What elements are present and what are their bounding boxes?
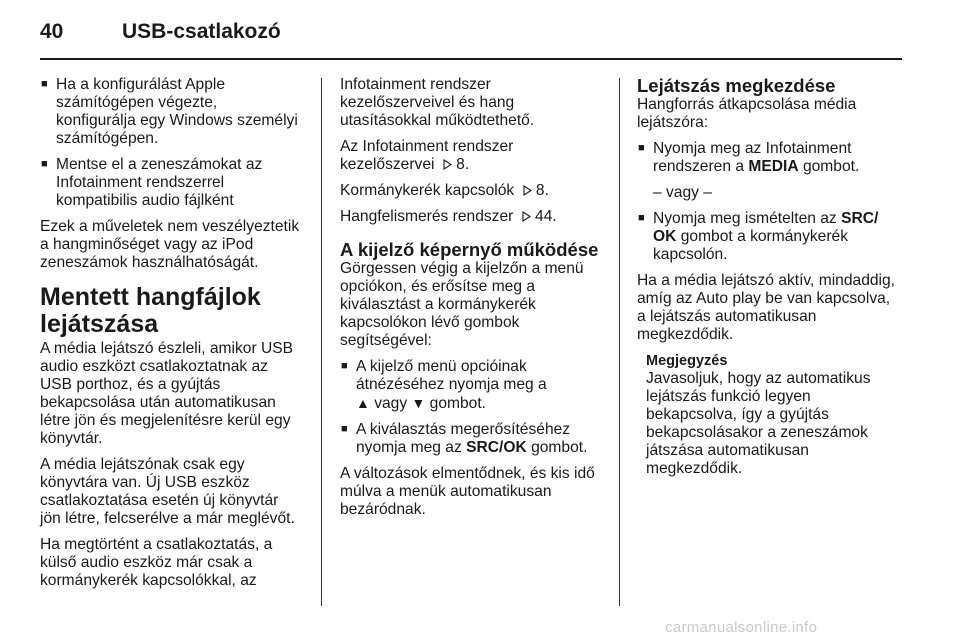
header-divider: [40, 58, 902, 60]
paragraph: Kormánykerék kapcsolók 8.: [340, 182, 549, 199]
page-reference[interactable]: 8.: [531, 182, 549, 199]
paragraph: Hangforrás átkapcsolása média lejátszóra:: [637, 96, 857, 131]
column-1: [40, 76, 308, 598]
paragraph: Ha a média lejátszó aktív, mindaddig, amíg az Auto play be van kapcsolva, a lejátszás automatikusan megkezdődik.: [637, 272, 896, 343]
column-3: [637, 76, 905, 478]
section-title: USB-csatlakozó: [122, 20, 281, 43]
page-reference-icon[interactable]: [443, 159, 452, 170]
bullet-item: ■ Nyomja meg az Infotainment rendszeren a MEDIA gombot.: [637, 140, 905, 176]
paragraph: Az Infotainment rendszer kezelőszervei 8.: [340, 138, 514, 173]
button-name: MEDIA: [748, 158, 799, 175]
paragraph: A média lejátszó észleli, amikor USB audio eszközt csatlakoztatnak az USB porthoz, és a gyújtás bekapcsolása után automatikusan létre jön és megjelenítésre kerül egy könyvtár.: [40, 340, 294, 447]
note-box: Megjegyzés Javasoljuk, hogy az automatikus lejátszás funkció legyen bekapcsolva, így a gyújtás bekapcsolásakor a zeneszámok játszása automatikusan megkezdődik.: [637, 352, 905, 478]
alternative-separator: – vagy –: [653, 184, 712, 201]
column-2: [340, 76, 608, 527]
paragraph: Infotainment rendszer kezelőszerveivel és hang utasításokkal működtethető.: [340, 76, 535, 129]
bullet-item: ■ A kijelző menü opcióinak átnézéséhez nyomja meg a ▲ vagy ▼ gombot.: [340, 358, 608, 413]
arrow-down-icon: ▼: [411, 395, 426, 411]
page-header: [40, 14, 920, 50]
page-reference-icon[interactable]: [522, 211, 531, 222]
arrow-up-icon: ▲: [356, 395, 370, 411]
button-name: SRC/: [841, 210, 879, 227]
column-divider-1: [321, 78, 322, 606]
bullet-item: ■ Ha a konfigurálást Apple számítógépen végezte, konfigurálja egy Windows személyi számítógépen.: [40, 76, 308, 148]
page-reference[interactable]: 8.: [451, 156, 470, 173]
note-title: Megjegyzés: [646, 353, 728, 369]
page-reference-icon[interactable]: [523, 185, 532, 196]
paragraph: Ha megtörtént a csatlakoztatás, a külső audio eszköz már csak a kormánykerék kapcsolókkal, az: [40, 536, 273, 589]
page-reference[interactable]: 44.: [530, 208, 557, 225]
paragraph: Ezek a műveletek nem veszélyeztetik a hangminőséget vagy az iPod zeneszámok használhatóságát.: [40, 218, 300, 271]
paragraph: A változások elmentődnek, és kis idő múlva a menük automatikusan bezáródnak.: [340, 465, 595, 518]
section-heading: A kijelző képernyő működése: [340, 239, 599, 260]
paragraph: Görgessen végig a kijelzőn a menü opciókon, és erősítse meg a kiválasztást a kormánykerék kapcsolókon lévő gombok segítségével:: [340, 260, 584, 349]
section-heading: Lejátszás megkezdése: [637, 75, 836, 96]
bullet-item: ■ Nyomja meg ismételten az SRC/ OK gombot a kormánykerék kapcsolón.: [637, 210, 905, 264]
watermark: carmanualsonline.info: [665, 619, 818, 636]
bullet-item: ■ A kiválasztás megerősítéséhez nyomja meg az SRC/OK gombot.: [340, 421, 608, 457]
button-name: OK: [653, 228, 677, 245]
column-divider-2: [619, 78, 620, 606]
bullet-item: ■ Mentse el a zeneszámokat az Infotainment rendszerrel kompatibilis audio fájlként: [40, 156, 308, 210]
paragraph: Hangfelismerés rendszer 44.: [340, 208, 557, 225]
paragraph: A média lejátszónak csak egy könyvtára van. Új USB eszköz csatlakoztatása esetén új könyvtár jön létre, felcserélve a már meglévőt.: [40, 456, 295, 527]
page-number: 40: [40, 20, 64, 43]
section-heading: Mentett hangfájlok lejátszása: [40, 283, 261, 338]
button-name: SRC/OK: [466, 439, 527, 456]
